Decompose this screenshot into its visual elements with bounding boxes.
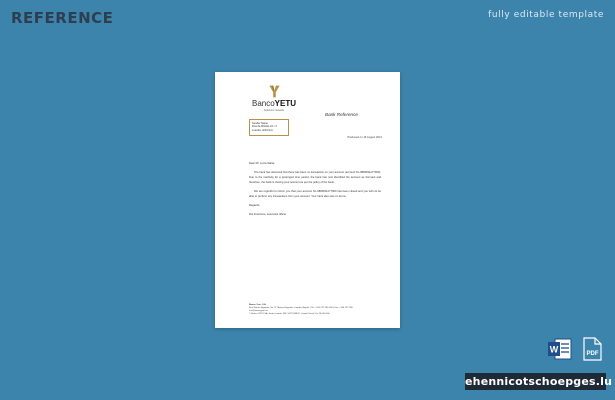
bank-name: BancoYETU xyxy=(251,99,297,108)
page-title: REFERENCE xyxy=(11,9,114,27)
download-icons xyxy=(547,337,603,361)
word-icon-label: W xyxy=(549,344,559,355)
address-line: Sender Name xyxy=(252,121,269,125)
pdf-icon-label: PDF xyxy=(586,351,599,357)
bank-logo xyxy=(251,85,297,112)
address-line: Rua da Missão 22 • 3 xyxy=(252,125,277,128)
pdf-document-icon[interactable] xyxy=(581,337,603,361)
letter-paragraph: The bank has observed that there has been no transaction on your account (account No 9883811277900). Due to the inactivity for a prolonged time period, the bank has now identified the account as dormant and therefore, the bank is closing your account as per the policy of the bank. xyxy=(249,171,381,184)
letter-closing: Regards, xyxy=(249,204,260,207)
page-subtitle: fully editable template xyxy=(488,10,604,20)
letter-body xyxy=(249,161,381,221)
letter-preview xyxy=(215,72,400,328)
address-box xyxy=(249,119,289,136)
letter-greeting: Dear Mr. Luiza Sabar, xyxy=(249,162,275,165)
reference-title: Bank Reference xyxy=(325,112,358,117)
letter-date: Produced on 15 August 2021 xyxy=(347,136,382,139)
footer-line: info@bancoyetu.ao xyxy=(249,310,268,312)
bank-tagline: Solutions towards xyxy=(263,109,285,112)
brand-badge[interactable]: ehennicotschoepges.lu xyxy=(465,375,613,388)
letter-signature: Rui Francisco, executive officer xyxy=(249,213,287,216)
footer-firm: Banco Yetu, S.A. xyxy=(249,304,267,306)
address-line: Luanda, ANGOLA xyxy=(252,128,273,132)
letter-footer xyxy=(249,304,381,316)
footer-line: Rua Marien Ngouabi, No 71, Marien Ngouabi, Luanda, Angola | Tel: +244 227 280 000 | Fax: +244 227 280 xyxy=(249,307,353,309)
letter-paragraph: We are regretful to inform you that your account No 9883811277900 has been closed and you will not be able to perform any transactions from your account. Your bank also sets on terms. xyxy=(249,190,381,198)
footer-line: © Banco YETU SA, Sede Luanda, NIF: 5417543876, Capital Social: Kz 36.000.000 xyxy=(249,313,330,315)
word-document-icon[interactable] xyxy=(547,337,573,361)
bank-logo-icon xyxy=(268,85,281,98)
